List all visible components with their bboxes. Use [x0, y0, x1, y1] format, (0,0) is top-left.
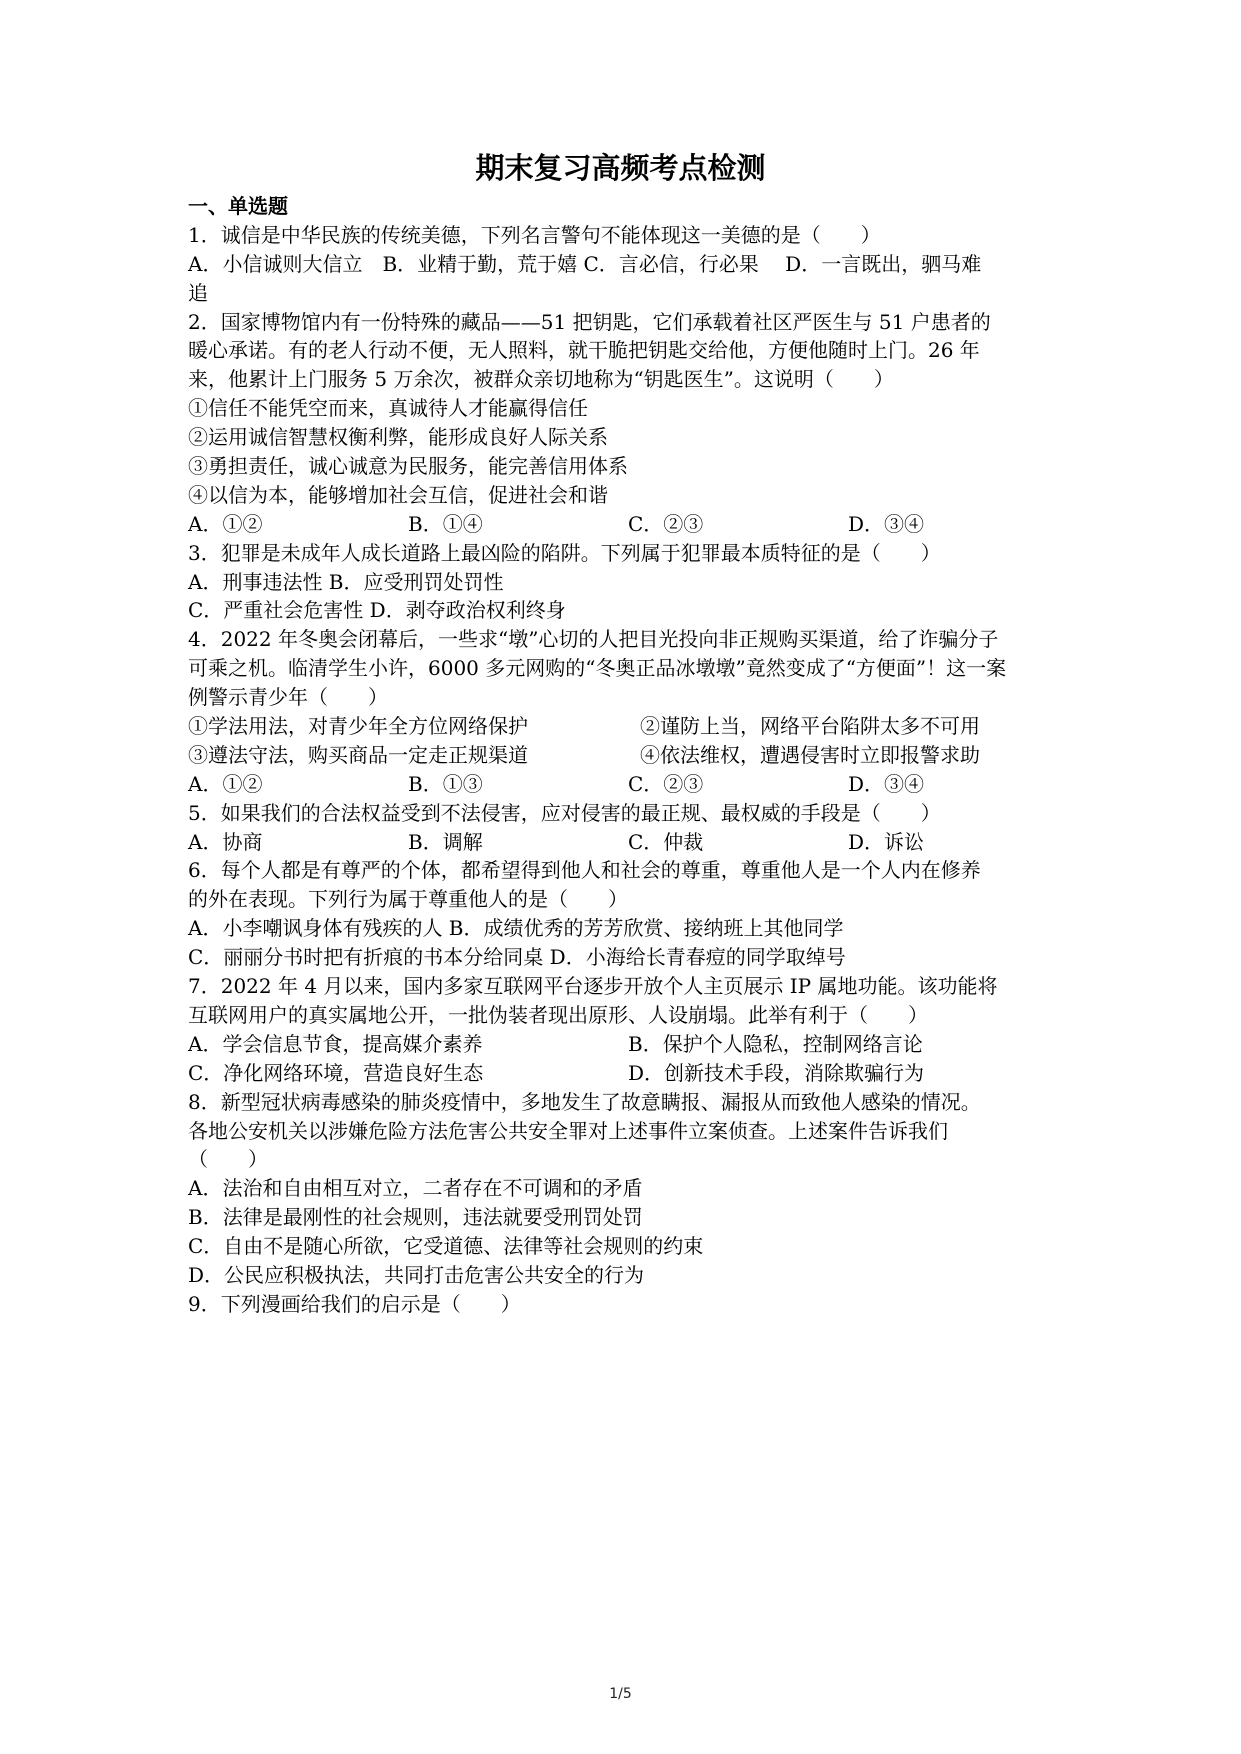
question-2-item: ④以信为本，能够增加社会互信，促进社会和谐: [188, 482, 608, 507]
question-4-stem-line: 4．2022 年冬奥会闭幕后，一些求“墩”心切的人把目光投向非正规购买渠道，给了诈骗分子: [188, 627, 999, 652]
option-b: B．保护个人隐私，控制网络言论: [628, 1031, 923, 1056]
option-c: C．②③: [628, 511, 704, 536]
question-4-item: ①学法用法，对青少年全方位网络保护: [188, 714, 528, 739]
question-3-options: A．刑事违法性 B．应受刑罚处罚性: [188, 569, 504, 594]
question-6-stem-line: 6．每个人都是有尊严的个体，都希望得到他人和社会的尊重，尊重他人是一个人内在修养: [188, 858, 981, 883]
question-7-options: [188, 1030, 1068, 1059]
option-a: A．①②: [188, 771, 263, 796]
question-2-item: ①信任不能凭空而来，真诚待人才能赢得信任: [188, 396, 588, 421]
option-a: A．协商: [188, 829, 263, 854]
question-3-stem: 3．犯罪是未成年人成长道路上最凶险的陷阱。下列属于犯罪最本质特征的是（ ）: [188, 540, 941, 565]
option-d: D．诉讼: [848, 829, 925, 854]
question-2-stem-line: 2．国家博物馆内有一份特殊的藏品——51 把钥匙，它们承载着社区严医生与 51 户患者的: [188, 309, 991, 334]
question-7-options: [188, 1059, 1068, 1088]
page-number: 1/5: [609, 1686, 632, 1702]
question-6-options: A．小李嘲讽身体有残疾的人 B．成绩优秀的芳芳欣赏、接纳班上其他同学: [188, 916, 844, 941]
option-a: A．学会信息节食，提高媒介素养: [188, 1031, 483, 1056]
question-4-item: ③遵法守法，购买商品一定走正规渠道: [188, 742, 528, 767]
option-d: D．③④: [848, 511, 925, 536]
option-b: B．①④: [408, 511, 483, 536]
option-d: D．③④: [848, 771, 925, 796]
question-3-options: C．严重社会危害性 D．剥夺政治权利终身: [188, 598, 566, 623]
option-c: C．净化网络环境，营造良好生态: [188, 1060, 484, 1085]
section-heading: 一、单选题: [188, 194, 288, 218]
question-7-stem-line: 7．2022 年 4 月以来，国内多家互联网平台逐步开放个人主页展示 IP 属地功能。该功能将: [188, 974, 998, 999]
question-1-options-wrap: 追: [188, 280, 208, 305]
question-4-stem-line: 例警示青少年（ ）: [188, 685, 388, 710]
option-d: D．公民应积极执法，共同打击危害公共安全的行为: [188, 1262, 645, 1287]
option-c: C．仲裁: [628, 829, 704, 854]
question-9-stem: 9．下列漫画给我们的启示是（ ）: [188, 1291, 521, 1316]
question-4-options: [188, 770, 1068, 799]
option-c: C．②③: [628, 771, 704, 796]
question-4-items: [188, 741, 1068, 770]
question-8-stem-line: 各地公安机关以涉嫌危险方法危害公共安全罪对上述事件立案侦查。上述案件告诉我们: [188, 1118, 948, 1143]
question-2-stem-line: 来，他累计上门服务 5 万余次，被群众亲切地称为“钥匙医生”。这说明（ ）: [188, 367, 894, 392]
question-7-stem-line: 互联网用户的真实属地公开，一批伪装者现出原形、人设崩塌。此举有利于（ ）: [188, 1002, 928, 1027]
question-8-stem-line: 8．新型冠状病毒感染的肺炎疫情中，多地发生了故意瞒报、漏报从而致他人感染的情况。: [188, 1089, 981, 1114]
question-5-stem: 5．如果我们的合法权益受到不法侵害，应对侵害的最正规、最权威的手段是（ ）: [188, 800, 941, 825]
option-a: A．①②: [188, 511, 263, 536]
question-1-stem: 1．诚信是中华民族的传统美德，下列名言警句不能体现这一美德的是（ ）: [188, 222, 881, 247]
question-6-stem-line: 的外在表现。下列行为属于尊重他人的是（ ）: [188, 887, 628, 912]
option-a: A．法治和自由相互对立，二者存在不可调和的矛盾: [188, 1176, 643, 1201]
question-1-options: A．小信诚则大信立 B．业精于勤，荒于嬉 C．言必信，行必果 D．一言既出，驷马难: [188, 251, 982, 276]
question-2-item: ②运用诚信智慧权衡利弊，能形成良好人际关系: [188, 425, 608, 450]
question-4-item: ②谨防上当，网络平台陷阱太多不可用: [640, 714, 980, 739]
question-list: [188, 192, 1068, 1319]
option-b: B．调解: [408, 829, 483, 854]
question-4-item: ④依法维权，遭遇侵害时立即报警求助: [640, 742, 980, 767]
question-8-stem-line: （ ）: [188, 1147, 268, 1172]
page-title: 期末复习高频考点检测: [475, 151, 766, 185]
question-6-options: C．丽丽分书时把有折痕的书本分给同桌 D．小海给长青春痘的同学取绰号: [188, 945, 846, 970]
option-b: B．法律是最刚性的社会规则，违法就要受刑罚处罚: [188, 1205, 643, 1230]
option-b: B．①③: [408, 771, 483, 796]
question-4-stem-line: 可乘之机。临清学生小许，6000 多元网购的“冬奥正品冰墩墩”竟然变成了“方便面”！这一案: [188, 656, 1007, 681]
question-2-options: [188, 510, 1068, 539]
question-5-options: [188, 828, 1068, 857]
question-4-items: [188, 712, 1068, 741]
question-2-stem-line: 暖心承诺。有的老人行动不便，无人照料，就干脆把钥匙交给他，方便他随时上门。26 年: [188, 338, 980, 363]
option-d: D．创新技术手段，消除欺骗行为: [628, 1060, 925, 1085]
option-c: C．自由不是随心所欲，它受道德、法律等社会规则的约束: [188, 1234, 704, 1259]
question-2-item: ③勇担责任，诚心诚意为民服务，能完善信用体系: [188, 454, 628, 479]
